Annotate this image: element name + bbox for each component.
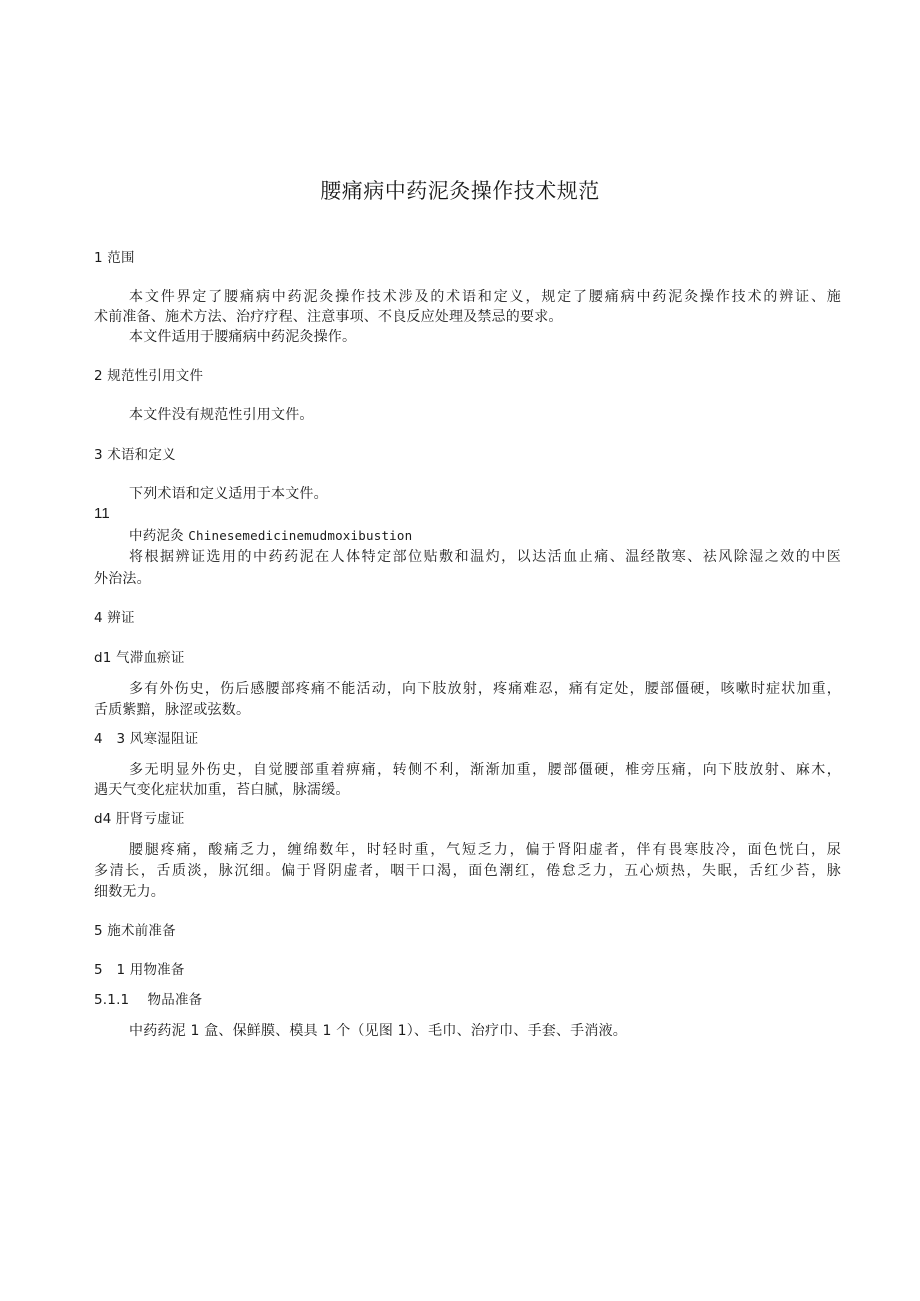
document-title: 腰痛病中药泥灸操作技术规范 <box>320 179 600 203</box>
section-5-1-heading: 5 1 用物准备 <box>94 962 185 978</box>
section-1-heading: 1 范围 <box>94 250 135 266</box>
section-5-1-1-heading: 5.1.1 物品准备 <box>94 992 203 1008</box>
section-4-3-line-2: 多清长，舌质淡，脉沉细。偏于肾阴虚者，咽干口渴，面色潮红，倦怠乏力，五心烦热，失眠，舌红少苔，脉 <box>94 863 841 879</box>
section-2-heading: 2 规范性引用文件 <box>94 368 204 384</box>
term-entry <box>129 526 412 546</box>
term-chinese: 中药泥灸 <box>129 528 189 544</box>
section-3-paragraph: 下列术语和定义适用于本文件。 <box>129 486 328 502</box>
term-number: 11 <box>94 505 110 522</box>
term-english: Chinesemedicinemudmoxibustion <box>188 528 413 543</box>
section-5-1-1-paragraph: 中药药泥 1 盒、保鲜膜、模具 1 个（见图 1）、毛巾、治疗巾、手套、手消液。 <box>129 1023 627 1039</box>
section-4-heading: 4 辨证 <box>94 610 135 626</box>
section-1-paragraph-2: 本文件适用于腰痛病中药泥灸操作。 <box>129 329 357 345</box>
section-4-3-heading: d4 肝肾亏虚证 <box>94 811 185 827</box>
section-4-2-line-2: 遇天气变化症状加重，苔白腻，脉濡缓。 <box>94 782 350 798</box>
section-1-paragraph-1-line-2: 术前准备、施术方法、治疗疗程、注意事项、不良反应处理及禁忌的要求。 <box>94 309 563 325</box>
section-1-paragraph-1-line-1: 本文件界定了腰痛病中药泥灸操作技术涉及的术语和定义，规定了腰痛病中药泥灸操作技术的辨证、施 <box>129 289 841 305</box>
section-3-heading: 3 术语和定义 <box>94 447 176 463</box>
section-4-1-line-2: 舌质紫黯，脉涩或弦数。 <box>94 702 251 718</box>
section-4-1-line-1: 多有外伤史，伤后感腰部疼痛不能活动，向下肢放射，疼痛难忍，痛有定处，腰部僵硬，咳嗽时症状加重， <box>129 681 841 697</box>
term-definition-line-1: 将根据辨证选用的中药药泥在人体特定部位贴敷和温灼，以达活血止痛、温经散寒、祛风除湿之效的中医 <box>129 549 841 565</box>
section-4-2-line-1: 多无明显外伤史，自觉腰部重着痹痛，转侧不利，渐渐加重，腰部僵硬，椎旁压痛，向下肢放射、麻木， <box>129 762 841 778</box>
section-2-paragraph: 本文件没有规范性引用文件。 <box>129 407 314 423</box>
section-5-heading: 5 施术前准备 <box>94 923 176 939</box>
section-4-3-line-3: 细数无力。 <box>94 884 165 900</box>
section-4-1-heading: d1 气滞血瘀证 <box>94 650 185 666</box>
term-definition-line-2: 外治法。 <box>94 571 151 587</box>
section-4-2-heading: 4 3 风寒湿阻证 <box>94 731 199 747</box>
section-4-3-line-1: 腰腿疼痛，酸痛乏力，缠绵数年，时轻时重，气短乏力，偏于肾阳虚者，伴有畏寒肢冷，面色恍白，尿 <box>129 842 841 858</box>
